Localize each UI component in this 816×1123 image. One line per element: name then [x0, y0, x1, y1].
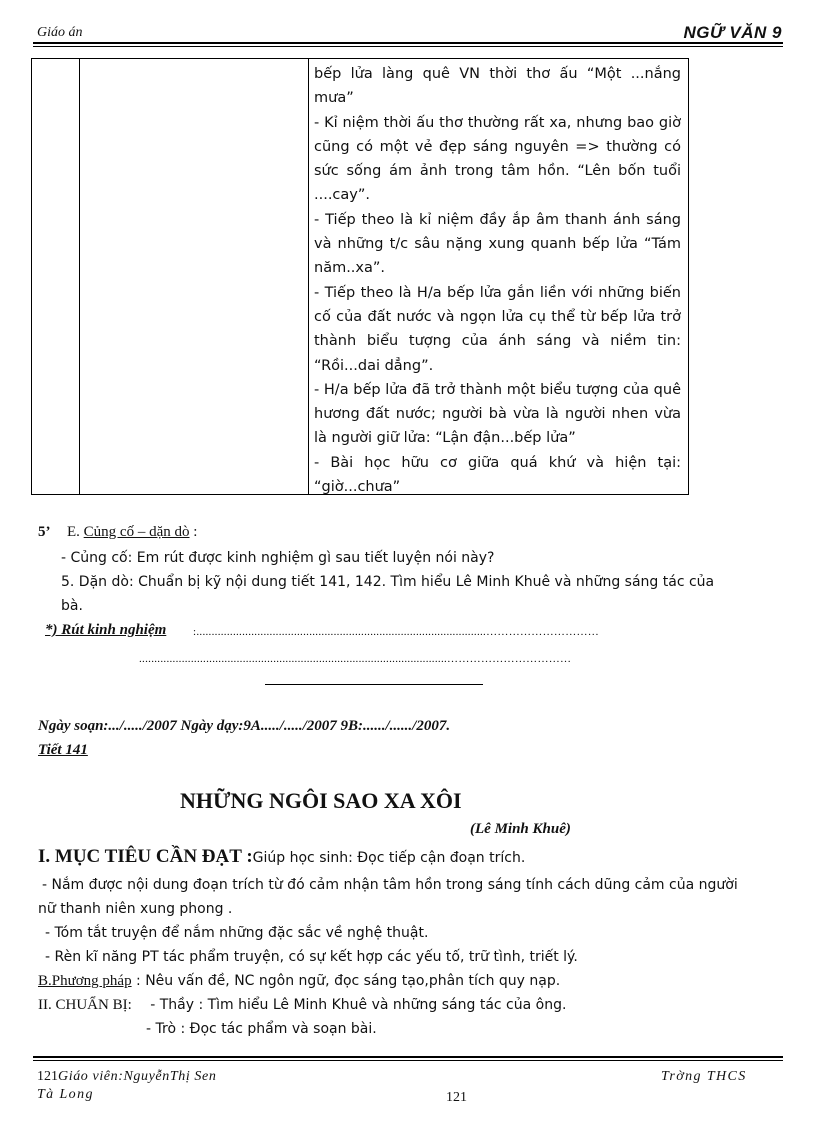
experience-label: *) Rút kinh nghiệm — [45, 622, 167, 638]
objective-item: - Rèn kĩ năng PT tác phẩm truyện, có sự kết hợp các yếu tố, trữ tình, triết lý. — [45, 949, 578, 965]
header-subject: NGỮ VĂN 9 — [683, 23, 782, 42]
table-content-cell — [314, 62, 681, 499]
table-paragraph: - Kỉ niệm thời ấu thơ thường rất xa, nhưng bao giờ cũng có một vẻ đẹp sáng nguyên => thường có sức sống ám ảnh trong tâm hồn. “Lên bốn tuổi ....cay”. — [314, 114, 681, 204]
footer-teacher-line — [37, 1069, 216, 1085]
footer-school: Trờng THCS — [661, 1069, 747, 1084]
header-rule — [33, 42, 783, 44]
table-paragraph: - H/a bếp lửa đã trở thành một biểu tượng của quê hương đất nước; người bà vừa là người nhen vừa là người giữ lửa: “Lận đận...bếp lửa” — [314, 381, 681, 447]
table-paragraph: - Tiếp theo là kỉ niệm đầy ắp âm thanh ánh sáng và những t/c sâu nặng xung quanh bếp lửa “Tám năm..xa”. — [314, 211, 681, 277]
homework-line-cont: bà. — [61, 598, 83, 614]
table-paragraph: - Bài học hữu cơ giữa quá khứ và hiện tại: “giờ...chưa” — [314, 454, 681, 496]
prep-heading: II. CHUẨN BỊ: — [38, 997, 132, 1013]
section-time: 5’ — [38, 524, 51, 540]
page-number: 121 — [446, 1090, 467, 1105]
objective-item-cont: nữ thanh niên xung phong . — [38, 901, 233, 917]
method-line — [38, 973, 560, 990]
footer-teacher: Giáo viên:NguyễnThị Sen — [58, 1069, 217, 1084]
experience-dots: .....................................................................................................…………………………… — [139, 653, 572, 665]
header-doc-type: Giáo án — [37, 25, 83, 40]
header-rule-thin — [33, 46, 783, 47]
objective-item: - Tóm tắt truyện để nắm những đặc sắc về nghệ thuật. — [45, 925, 429, 941]
table-paragraph: bếp lửa làng quê VN thời thơ ấu “Một ...nắng mưa” — [314, 66, 681, 107]
method-text: : Nêu vấn đề, NC ngôn ngữ, đọc sáng tạo,phân tích quy nạp. — [131, 973, 561, 989]
experience-dots: :...............................................................................................………………………… — [193, 626, 600, 638]
objectives-heading: I. MỤC TIÊU CẦN ĐẠT : — [38, 846, 253, 867]
lesson-dates: Ngày soạn:.../...../2007 Ngày dạy:9A...../...../2007 9B:....../....../2007. — [38, 718, 451, 734]
lesson-title: NHỮNG NGÔI SAO XA XÔI — [180, 788, 462, 813]
table-column-divider — [79, 59, 80, 494]
footer-rule-thin — [33, 1060, 783, 1061]
consolidate-line: - Củng cố: Em rút được kinh nghiệm gì sau tiết luyện nói này? — [61, 550, 495, 566]
lesson-period: Tiết 141 — [38, 742, 88, 758]
prep-teacher: - Thầy : Tìm hiểu Lê Minh Khuê và những sáng tác của ông. — [150, 997, 567, 1013]
objectives-intro: Giúp học sinh: Đọc tiếp cận đoạn trích. — [252, 850, 526, 866]
footer-rule — [33, 1056, 783, 1058]
section-divider — [265, 684, 483, 685]
footer-place: Tà Long — [37, 1087, 94, 1102]
prep-line — [38, 997, 566, 1014]
section-title: Củng cố – dặn dò — [83, 524, 190, 540]
method-label: B.Phương pháp — [38, 973, 132, 989]
objectives-block — [38, 846, 525, 868]
prep-student: - Trò : Đọc tác phẩm và soạn bài. — [146, 1021, 377, 1037]
homework-line: 5. Dặn dò: Chuẩn bị kỹ nội dung tiết 141, 142. Tìm hiểu Lê Minh Khuê và những sáng tác của — [61, 574, 715, 590]
objective-item: - Nắm được nội dung đoạn trích từ đó cảm nhận tâm hồn trong sáng tính cách dũng cảm của người — [42, 877, 738, 893]
section-e-heading — [67, 524, 197, 541]
table-paragraph: - Tiếp theo là H/a bếp lửa gắn liền với những biến cố của đất nước và ngọn lửa cụ thể từ bếp lửa trở thành biểu tượng của ánh sáng và niềm tin: “Rồi...dai dẳng”. — [314, 284, 681, 374]
table-column-divider — [308, 59, 309, 494]
section-colon: : — [189, 524, 198, 540]
footer-page-prefix: 121 — [37, 1069, 58, 1084]
lesson-author: (Lê Minh Khuê) — [470, 821, 571, 837]
section-letter: E. — [67, 524, 80, 540]
